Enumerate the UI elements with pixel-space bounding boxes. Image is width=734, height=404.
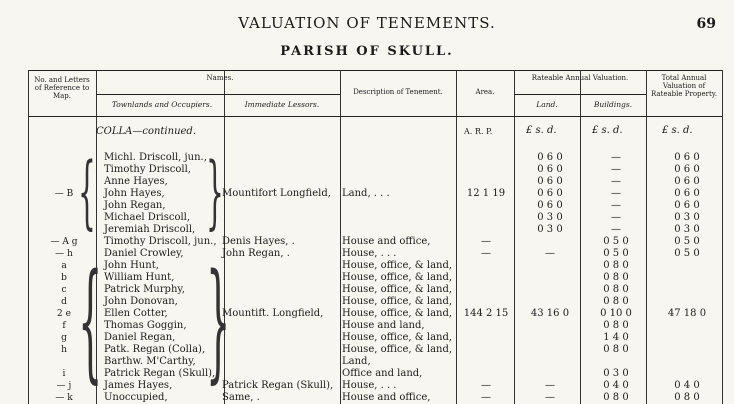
table-row (0, 236, 734, 248)
cell-total: 47 18 0 (667, 308, 707, 319)
table-row (0, 224, 734, 236)
cell-lessor: Mountifort Longfield, (222, 188, 331, 199)
cell-area: — (481, 236, 491, 247)
cell-occupier: Ellen Cotter, (104, 308, 168, 319)
cell-bld: — (611, 200, 621, 211)
cell-lessor: John Regan, . (222, 248, 290, 259)
header-townlands: Townlands and Occupiers. (111, 100, 213, 109)
cell-ref: — h (55, 249, 73, 259)
table-row (0, 164, 734, 176)
cell-land: — (545, 248, 555, 259)
cell-occupier: Patrick Murphy, (104, 284, 185, 295)
cell-occupier: Barthw. M'Carthy, (104, 356, 196, 367)
header-lessors: Immediate Lessors. (244, 100, 320, 109)
cell-bld: — (611, 224, 621, 235)
cell-land: 0 3 0 (537, 224, 563, 235)
header-sub-rule (96, 94, 340, 95)
cell-bld: 0 8 0 (603, 344, 629, 355)
cell-bld: 0 8 0 (603, 272, 629, 283)
header-total: Total Annual Valuation of Rateable Property. (650, 74, 718, 98)
cell-land: 0 6 0 (537, 188, 563, 199)
cell-ref: a (61, 261, 67, 271)
cell-area: — (481, 392, 491, 403)
cell-bld: 0 4 0 (603, 380, 629, 391)
table-row (0, 152, 734, 164)
cell-total: 0 6 0 (674, 188, 700, 199)
header-names: Names. (206, 74, 234, 82)
cell-land: 0 6 0 (537, 200, 563, 211)
cell-bld: — (611, 212, 621, 223)
left-brace-group-2: { (78, 247, 103, 396)
cell-bld: 0 5 0 (603, 236, 629, 247)
cell-land: 0 6 0 (537, 152, 563, 163)
cell-bld: 1 4 0 (603, 332, 629, 343)
cell-desc: House and office, (342, 236, 431, 247)
header-ref: No. and Letters of Reference to Map. (34, 76, 90, 100)
cell-total: 0 6 0 (674, 164, 700, 175)
table-header-rule (28, 116, 722, 117)
right-brace-group-b: } (206, 145, 224, 238)
cell-total: 0 3 0 (674, 212, 700, 223)
cell-desc: House and land, (342, 320, 425, 331)
cell-ref: g (61, 333, 67, 343)
cell-occupier: Michael Driscoll, (104, 212, 191, 223)
cell-land: 0 3 0 (537, 212, 563, 223)
cell-desc: House, office, & land, (342, 332, 453, 343)
cell-bld: 0 8 0 (603, 296, 629, 307)
cell-occupier: Patrick Regan (Skull), (104, 368, 216, 379)
cell-desc: Office and land, (342, 368, 423, 379)
cell-total: 0 3 0 (674, 224, 700, 235)
cell-desc: House, office, & land, (342, 284, 453, 295)
cell-occupier: Timothy Driscoll, (104, 164, 191, 175)
cell-total: 0 4 0 (674, 380, 700, 391)
cell-lessor: Denis Hayes, . (222, 236, 295, 247)
cell-occupier: John Donovan, (104, 296, 178, 307)
table-top-rule (28, 70, 722, 71)
cell-area: 144 2 15 (463, 308, 509, 319)
table-row (0, 344, 734, 356)
cell-ref: — j (56, 381, 72, 391)
cell-bld: 0 8 0 (603, 320, 629, 331)
cell-desc: House, office, & land, (342, 260, 453, 271)
cell-ref: b (61, 273, 67, 283)
cell-desc: House, office, & land, (342, 308, 453, 319)
header-rateable: Rateable Annual Valuation. (531, 74, 629, 82)
cell-desc: House, office, & land, (342, 272, 453, 283)
cell-occupier: Patk. Regan (Colla), (104, 344, 206, 355)
table-row (0, 296, 734, 308)
cell-ref: f (62, 321, 66, 331)
cell-occupier: Jeremiah Driscoll, (104, 224, 196, 235)
cell-desc: House, office, & land, (342, 296, 453, 307)
table-row (0, 176, 734, 188)
area-units: A. R. P. (464, 127, 493, 136)
cell-bld: — (611, 176, 621, 187)
cell-land: 43 16 0 (530, 308, 570, 319)
buildings-units: £ s. d. (592, 125, 623, 136)
cell-ref: d (61, 297, 67, 307)
cell-occupier: Daniel Crowley, (104, 248, 184, 259)
cell-ref: i (62, 369, 66, 379)
cell-bld: — (611, 164, 621, 175)
cell-desc: Land, (342, 356, 371, 367)
cell-lessor: Patrick Regan (Skull), (222, 380, 334, 391)
cell-total: 0 5 0 (674, 236, 700, 247)
page-number: 69 (696, 16, 716, 32)
cell-bld: 0 8 0 (603, 260, 629, 271)
cell-occupier: Unoccupied, (104, 392, 168, 403)
table-row (0, 332, 734, 344)
cell-ref: — A g (50, 237, 78, 247)
right-brace-group-2: } (206, 247, 231, 396)
cell-desc: House, . . . (342, 380, 397, 391)
total-units: £ s. d. (662, 125, 693, 136)
page-title: VALUATION OF TENEMENTS. (238, 14, 496, 32)
cell-total: 0 6 0 (674, 200, 700, 211)
table-row (0, 392, 734, 404)
cell-area: 12 1 19 (466, 188, 506, 199)
cell-occupier: Michl. Driscoll, jun., (104, 152, 207, 163)
cell-total: 0 5 0 (674, 248, 700, 259)
cell-occupier: Anne Hayes, (104, 176, 168, 187)
header-description: Description of Tenement. (353, 88, 443, 96)
cell-land: — (545, 380, 555, 391)
cell-occupier: Thomas Goggin, (104, 320, 187, 331)
cell-occupier: James Hayes, (104, 380, 173, 391)
cell-ref: h (61, 345, 67, 355)
cell-occupier: John Regan, (104, 200, 166, 211)
parish-heading: PARISH OF SKULL. (280, 44, 454, 59)
left-brace-group-b: { (78, 145, 96, 238)
header-area: Area. (475, 88, 495, 96)
cell-bld: 0 3 0 (603, 368, 629, 379)
table-row (0, 284, 734, 296)
table-row (0, 200, 734, 212)
cell-ref: — B (54, 189, 74, 199)
cell-occupier: Daniel Regan, (104, 332, 176, 343)
header-buildings: Buildings. (593, 100, 633, 109)
cell-occupier: Timothy Driscoll, jun., (104, 236, 217, 247)
land-units: £ s. d. (526, 125, 557, 136)
cell-bld: 0 8 0 (603, 284, 629, 295)
cell-total: 0 8 0 (674, 392, 700, 403)
table-row (0, 248, 734, 260)
cell-bld: 0 10 0 (600, 308, 632, 319)
cell-land: — (545, 392, 555, 403)
table-row (0, 380, 734, 392)
table-row (0, 368, 734, 380)
cell-ref: — k (55, 393, 73, 403)
cell-desc: House, . . . (342, 248, 397, 259)
header-land: Land. (536, 100, 558, 109)
cell-desc: House, office, & land, (342, 344, 453, 355)
table-row (0, 272, 734, 284)
cell-total: 0 6 0 (674, 152, 700, 163)
cell-total: 0 6 0 (674, 176, 700, 187)
section-label: COLLA—continued. (96, 126, 197, 137)
cell-land: 0 6 0 (537, 176, 563, 187)
table-row (0, 188, 734, 200)
table-row (0, 260, 734, 272)
cell-occupier: John Hunt, (104, 260, 159, 271)
cell-bld: — (611, 152, 621, 163)
cell-bld: 0 5 0 (603, 248, 629, 259)
cell-occupier: William Hunt, (104, 272, 175, 283)
table-row (0, 356, 734, 368)
cell-lessor: Same, . (222, 392, 260, 403)
cell-lessor: Mountift. Longfield, (222, 308, 324, 319)
cell-bld: 0 8 0 (603, 392, 629, 403)
header-sub-rule (514, 94, 646, 95)
cell-occupier: John Hayes, (104, 188, 165, 199)
cell-bld: — (611, 188, 621, 199)
cell-land: 0 6 0 (537, 164, 563, 175)
table-row (0, 212, 734, 224)
cell-area: — (481, 380, 491, 391)
table-row (0, 320, 734, 332)
table-row (0, 308, 734, 320)
cell-ref: c (61, 285, 67, 295)
cell-desc: Land, . . . (342, 188, 390, 199)
cell-area: — (481, 248, 491, 259)
cell-ref: 2 e (57, 309, 71, 319)
cell-desc: House and office, (342, 392, 431, 403)
